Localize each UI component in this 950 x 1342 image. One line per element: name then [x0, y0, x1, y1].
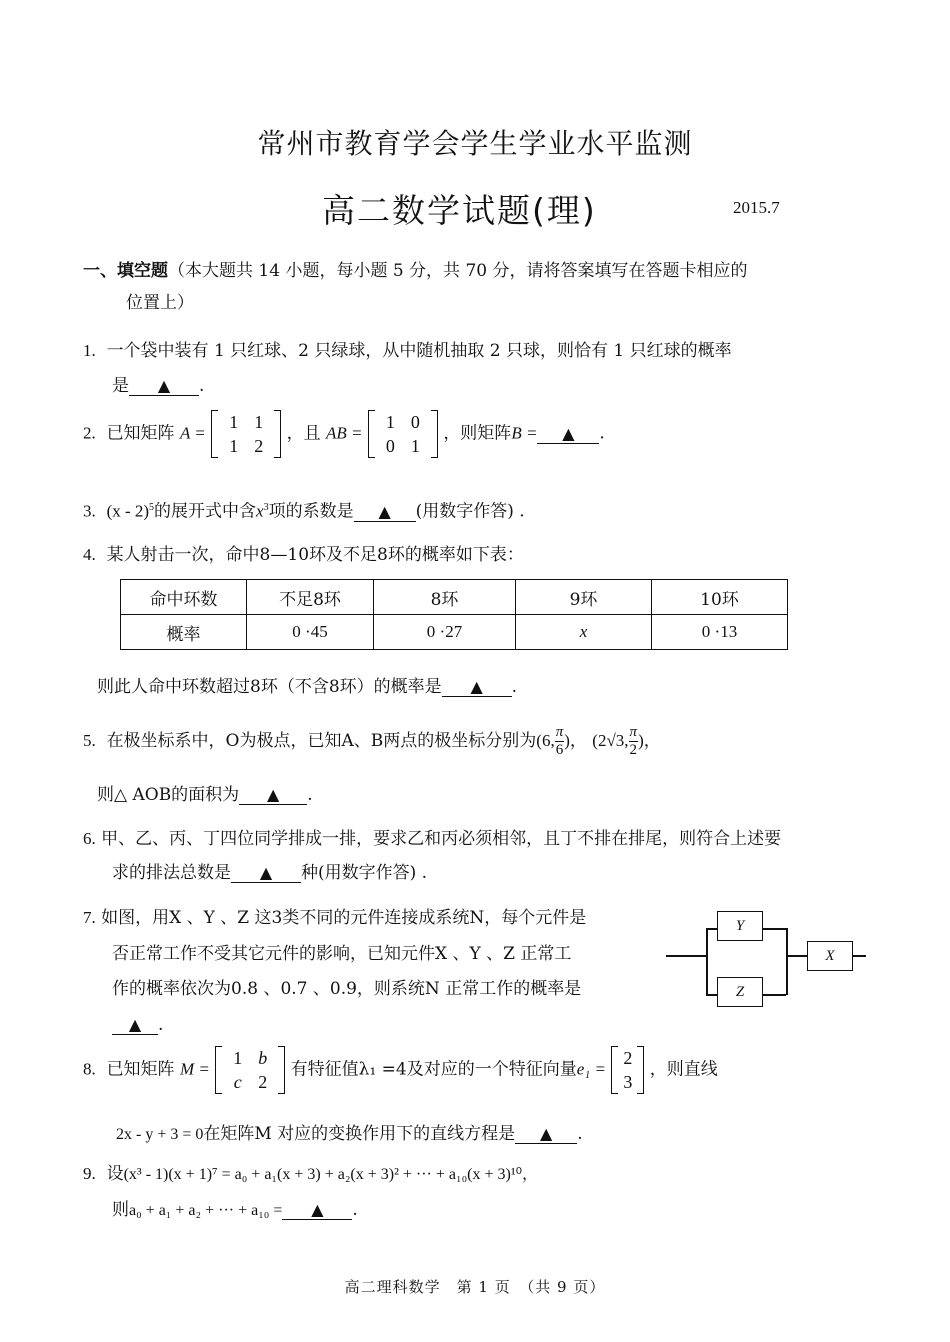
q5-point-b: (2√3,	[592, 731, 629, 750]
table-cell: 10环	[652, 580, 788, 615]
q3-exp: 5	[149, 502, 155, 513]
matrix-cell: 1	[410, 436, 420, 456]
fraction-num: π	[555, 724, 564, 740]
question-1	[83, 341, 732, 361]
q1-line2: 是 ▲ .	[112, 376, 205, 396]
section-heading	[83, 261, 748, 281]
table-cell: 不足8环	[247, 580, 374, 615]
matrix-m	[215, 1046, 285, 1094]
matrix-cell: 1	[254, 412, 264, 432]
section-title: 一、填空题	[83, 261, 168, 281]
vector-e-label: e₁ =	[576, 1059, 606, 1079]
matrix-cell: 1	[229, 436, 239, 456]
table-cell: x	[516, 615, 652, 650]
question-4	[83, 545, 524, 565]
matrix-cell: 1	[385, 412, 395, 432]
wire	[786, 928, 788, 995]
page-footer: 高二理科数学 第 1 页 （共 9 页）	[344, 1278, 606, 1296]
probability-table	[120, 579, 788, 650]
q9-text: 设	[106, 1164, 124, 1184]
q1-text: 一个袋中装有 1 只红球、2 只绿球，从中随机抽取 2 只球，则恰有 1 只红球的概率	[106, 341, 732, 361]
q2-number: 2.	[83, 423, 96, 443]
question-7	[83, 908, 586, 928]
fraction-den: 6	[555, 742, 564, 758]
matrix-cell: 0	[410, 412, 420, 432]
fraction-den: 2	[629, 742, 638, 758]
q5-text-cont: 则△ AOB的面积为	[97, 785, 240, 805]
page-title: 常州市教育学会学生学业水平监测	[257, 127, 693, 160]
q9-number: 9.	[83, 1164, 96, 1183]
q4-text: 某人射击一次，命中8—10环及不足8环的概率如下表：	[106, 545, 524, 565]
table-row	[121, 615, 788, 650]
q7-text-cont2: 作的概率依次为0.8 、0.7 、0.9，则系统N 正常工作的概率是	[112, 979, 582, 999]
q6-text-cont: 求的排法总数是	[112, 863, 231, 883]
q1-number: 1.	[83, 341, 96, 360]
fraction	[555, 724, 565, 759]
fraction	[629, 724, 639, 759]
answer-blank[interactable]: ▲	[282, 1201, 352, 1220]
table-cell: 9环	[516, 580, 652, 615]
wire	[762, 928, 786, 930]
answer-blank[interactable]: ▲	[231, 864, 301, 883]
q8-line2: 2x - y + 3 = 0在矩阵M 对应的变换作用下的直线方程是 ▲ .	[116, 1124, 583, 1144]
question-3	[83, 498, 525, 522]
q2-text: 已知矩阵	[106, 423, 175, 444]
q3-text-end: (用数字作答) .	[415, 501, 525, 522]
component-x-box: X	[807, 941, 853, 971]
q9-line2: 则a₀ + a₁ + a₂ + ··· + a₁₀ = ▲ .	[112, 1200, 358, 1220]
q5-point-b-close: )，	[638, 731, 661, 750]
table-cell: 8环	[374, 580, 516, 615]
wire	[706, 928, 708, 995]
q8-text: 已知矩阵	[106, 1059, 175, 1080]
q9-sum-expr: a₀ + a₁ + a₂ + ··· + a₁₀ =	[129, 1202, 283, 1219]
answer-blank[interactable]: ▲	[129, 377, 199, 396]
q4-after-text: 则此人命中环数超过8环（不含8环）的概率是	[97, 677, 442, 697]
matrix-b-label: B =	[511, 423, 538, 443]
q2-text-mid: ，且	[286, 423, 321, 444]
matrix-cell: 2	[623, 1048, 633, 1068]
question-6	[83, 829, 781, 849]
q8-text-mid: 有特征值λ₁ =4及对应的一个特征向量	[290, 1059, 577, 1080]
q7-line4: ▲ .	[112, 1015, 163, 1035]
matrix-ab-label: AB =	[326, 423, 363, 443]
q5-line2: 则△ AOB的面积为 ▲ .	[97, 785, 313, 805]
matrix-cell: 3	[623, 1072, 633, 1092]
q7-number: 7.	[83, 908, 96, 927]
section-note: （本大题共 14 小题，每小题 5 分，共 70 分，请将答案填写在答题卡相应的	[168, 261, 748, 281]
table-cell: 命中环数	[121, 580, 247, 615]
wire	[762, 994, 786, 996]
page-subtitle: 高二数学试题(理)	[322, 191, 597, 230]
matrix-cell: 2	[258, 1072, 268, 1092]
q3-text-cont: 项的系数是	[268, 501, 354, 522]
q6-number: 6.	[83, 829, 96, 848]
q7-text-cont: 否正常工作不受其它元件的影响，已知元件X 、Y 、Z 正常工	[112, 944, 572, 964]
q3-number: 3.	[83, 501, 96, 521]
answer-blank[interactable]: ▲	[354, 503, 416, 522]
answer-blank[interactable]: ▲	[442, 678, 512, 697]
q5-number: 5.	[83, 731, 96, 750]
q3-text: 的展开式中含	[154, 501, 257, 522]
matrix-ab	[368, 410, 438, 458]
matrix-cell: 1	[233, 1048, 243, 1068]
q8-text-cont: 在矩阵M 对应的变换作用下的直线方程是	[203, 1124, 516, 1144]
question-2: 2. 已知矩阵 A = 1 1 1 2 ，且 AB = 1 0 0 1 ，则矩阵B = ▲ .	[83, 412, 605, 456]
component-y-box: Y	[717, 911, 763, 941]
table-cell: 0 ·13	[652, 615, 788, 650]
q1-text-cont: 是	[112, 376, 129, 396]
q5-point-a-close: )，	[564, 731, 587, 750]
matrix-cell: c	[233, 1072, 242, 1092]
question-9	[83, 1164, 538, 1185]
wire	[666, 955, 706, 957]
q5-text: 在极坐标系中，O为极点，已知A、B两点的极坐标分别为	[106, 731, 537, 751]
matrix-cell: b	[258, 1048, 268, 1068]
matrix-cell: 0	[385, 436, 395, 456]
question-8	[83, 1046, 718, 1094]
q8-number: 8.	[83, 1059, 96, 1079]
matrix-a	[211, 410, 281, 458]
q5-point-a: (6,	[536, 731, 555, 750]
q8-text-post: ，则直线	[649, 1059, 718, 1080]
matrix-cell: 1	[229, 412, 239, 432]
circuit-diagram	[660, 905, 870, 1015]
q6-line2	[112, 863, 427, 883]
component-z-box: Z	[717, 977, 763, 1007]
question-5	[83, 724, 661, 759]
answer-blank[interactable]: ▲	[239, 786, 307, 805]
answer-blank[interactable]: ▲	[515, 1125, 577, 1144]
matrix-m-label: M =	[179, 1059, 210, 1079]
section-note-cont: 位置上）	[126, 293, 194, 313]
q9-text-cont: 则	[112, 1200, 129, 1220]
matrix-cell: 2	[254, 436, 264, 456]
table-cell: 0 ·45	[247, 615, 374, 650]
q8-line-equation: 2x - y + 3 = 0	[116, 1126, 204, 1143]
q6-text: 甲、乙、丙、丁四位同学排成一排，要求乙和丙必须相邻，且丁不排在排尾，则符合上述要	[101, 829, 782, 849]
table-cell: 概率	[121, 615, 247, 650]
q4-number: 4.	[83, 545, 96, 564]
vector-e	[611, 1046, 644, 1094]
q2-text-post: ，则矩阵	[443, 423, 512, 444]
wire	[852, 955, 866, 957]
table-row	[121, 580, 788, 615]
q9-expansion: (x³ - 1)(x + 1)⁷ = a₀ + a₁(x + 3) + a₂(x + 3)² + ··· + a₁₀(x + 3)¹⁰，	[123, 1166, 539, 1183]
q7-text: 如图，用X 、Y 、Z 这3类不同的元件连接成系统N，每个元件是	[101, 908, 587, 928]
wire	[786, 955, 808, 957]
matrix-a-label: A =	[179, 423, 206, 443]
q6-text-end: 种(用数字作答) .	[301, 863, 428, 883]
fraction-num: π	[629, 724, 638, 740]
exam-date: 2015.7	[733, 198, 780, 217]
q3-var: x	[256, 501, 264, 521]
answer-blank[interactable]: ▲	[537, 425, 599, 444]
q3-expr: (x - 2)	[106, 501, 150, 521]
table-cell: 0 ·27	[374, 615, 516, 650]
q3-var-exp: 3	[263, 502, 269, 513]
answer-blank[interactable]: ▲	[112, 1016, 158, 1035]
q4-followup: 则此人命中环数超过8环（不含8环）的概率是 ▲ .	[97, 677, 518, 697]
